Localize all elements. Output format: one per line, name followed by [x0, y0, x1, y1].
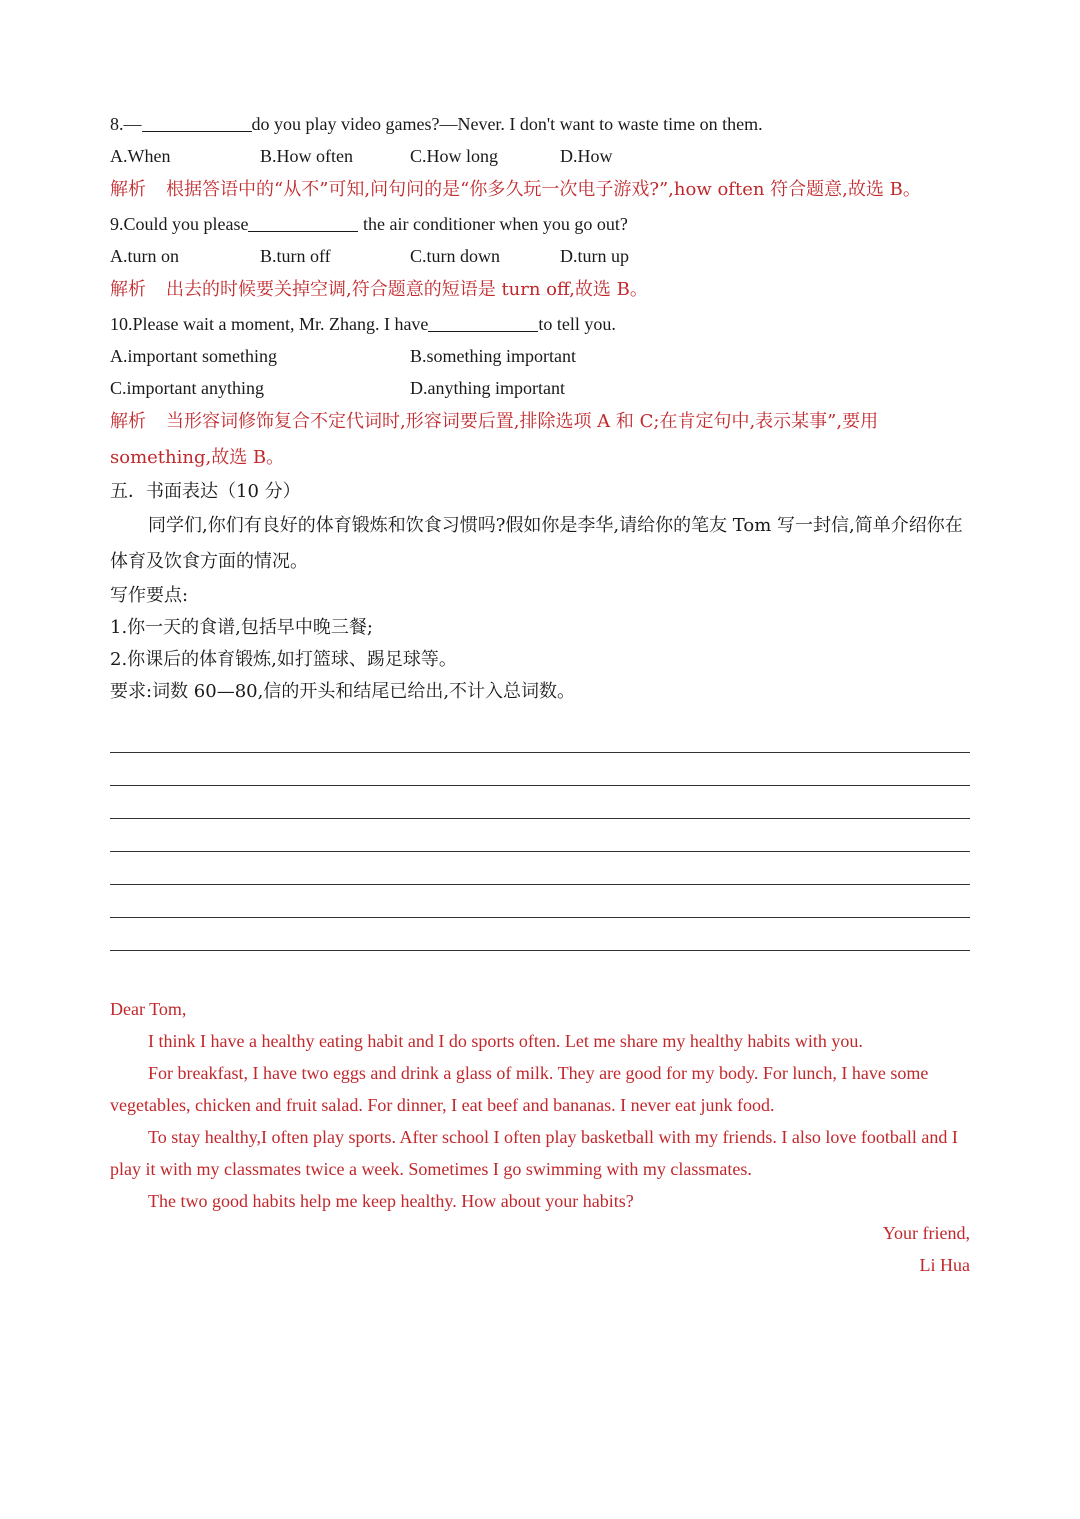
writing-point-1: 1.你一天的食谱,包括早中晚三餐; [110, 617, 373, 638]
question-8-prefix: 8.— [110, 114, 142, 134]
question-10-options-row-1 [110, 340, 970, 372]
letter-paragraph-4: The two good habits help me keep healthy. How about your habits? [148, 1191, 634, 1211]
writing-prompt: 同学们,你们有良好的体育锻炼和饮食习惯吗?假如你是李华,请给你的笔友 Tom 写一封信,简单介绍你在体育及饮食方面的情况。 [110, 515, 963, 572]
analysis-tag: 解析 [110, 179, 146, 200]
option-b: B.something important [410, 346, 576, 366]
answer-line[interactable] [110, 720, 970, 753]
writing-requirement: 要求:词数 60—80,信的开头和结尾已给出,不计入总词数。 [110, 681, 576, 702]
answer-line[interactable] [110, 819, 970, 852]
answer-line[interactable] [110, 786, 970, 819]
writing-points-label: 写作要点: [110, 585, 189, 606]
analysis-tag: 解析 [110, 411, 146, 432]
analysis-text: 当形容词修饰复合不定代词时,形容词要后置,排除选项 A 和 C;在肯定句中,表示某事”,要用 something,故选 B。 [110, 411, 879, 468]
question-9-suffix: the air conditioner when you go out? [358, 214, 628, 234]
question-10-suffix: to tell you. [538, 314, 616, 334]
letter-paragraph-1: I think I have a healthy eating habit and I do sports often. Let me share my healthy habits with you. [148, 1031, 863, 1051]
answer-line[interactable] [110, 918, 970, 951]
answer-blank [428, 313, 538, 332]
model-letter [110, 993, 970, 1281]
option-d: D.turn up [560, 246, 629, 266]
analysis-tag: 解析 [110, 279, 146, 300]
section-5-heading: 五．书面表达（10 分） [110, 481, 301, 502]
answer-blank [142, 113, 252, 132]
answer-line[interactable] [110, 753, 970, 786]
option-d: D.How [560, 146, 613, 166]
letter-paragraph-2: For breakfast, I have two eggs and drink a glass of milk. They are good for my body. For lunch, I have some vegetables, chicken and fruit salad. For dinner, I eat beef and bananas. I never eat junk food. [110, 1063, 929, 1115]
letter-greeting: Dear Tom, [110, 999, 187, 1019]
letter-signature: Li Hua [919, 1255, 970, 1275]
question-9 [110, 208, 970, 240]
option-a: A.turn on [110, 246, 179, 266]
option-d: D.anything important [410, 378, 565, 398]
question-9-options [110, 240, 970, 272]
question-9-prefix: 9.Could you please [110, 214, 249, 234]
worksheet-page [110, 108, 970, 1281]
answer-line[interactable] [110, 885, 970, 918]
option-c: C.important anything [110, 378, 264, 398]
answer-line[interactable] [110, 852, 970, 885]
letter-closing: Your friend, [882, 1223, 970, 1243]
question-10 [110, 308, 970, 340]
option-b: B.turn off [260, 246, 331, 266]
option-a: A.important something [110, 346, 277, 366]
writing-point-2: 2.你课后的体育锻炼,如打篮球、踢足球等。 [110, 649, 457, 670]
option-c: C.turn down [410, 246, 500, 266]
writing-answer-lines [110, 720, 970, 951]
option-b: B.How often [260, 146, 353, 166]
answer-blank [248, 213, 358, 232]
analysis-text: 根据答语中的“从不”可知,问句问的是“你多久玩一次电子游戏?”,how often 符合题意,故选 B。 [166, 179, 921, 200]
question-8 [110, 108, 970, 140]
letter-paragraph-3: To stay healthy,I often play sports. After school I often play basketball with my friends. I also love football and I play it with my classmates twice a week. Sometimes I go swimming with my classmates. [110, 1127, 958, 1179]
question-10-prefix: 10.Please wait a moment, Mr. Zhang. I have [110, 314, 429, 334]
option-a: A.When [110, 146, 171, 166]
question-10-options-row-2 [110, 372, 970, 404]
option-c: C.How long [410, 146, 499, 166]
question-8-options [110, 140, 970, 172]
question-8-analysis [110, 172, 970, 208]
question-9-analysis [110, 272, 970, 308]
question-8-suffix: do you play video games?—Never. I don't want to waste time on them. [251, 114, 763, 134]
analysis-text: 出去的时候要关掉空调,符合题意的短语是 turn off,故选 B。 [166, 279, 648, 300]
question-10-analysis [110, 404, 970, 476]
